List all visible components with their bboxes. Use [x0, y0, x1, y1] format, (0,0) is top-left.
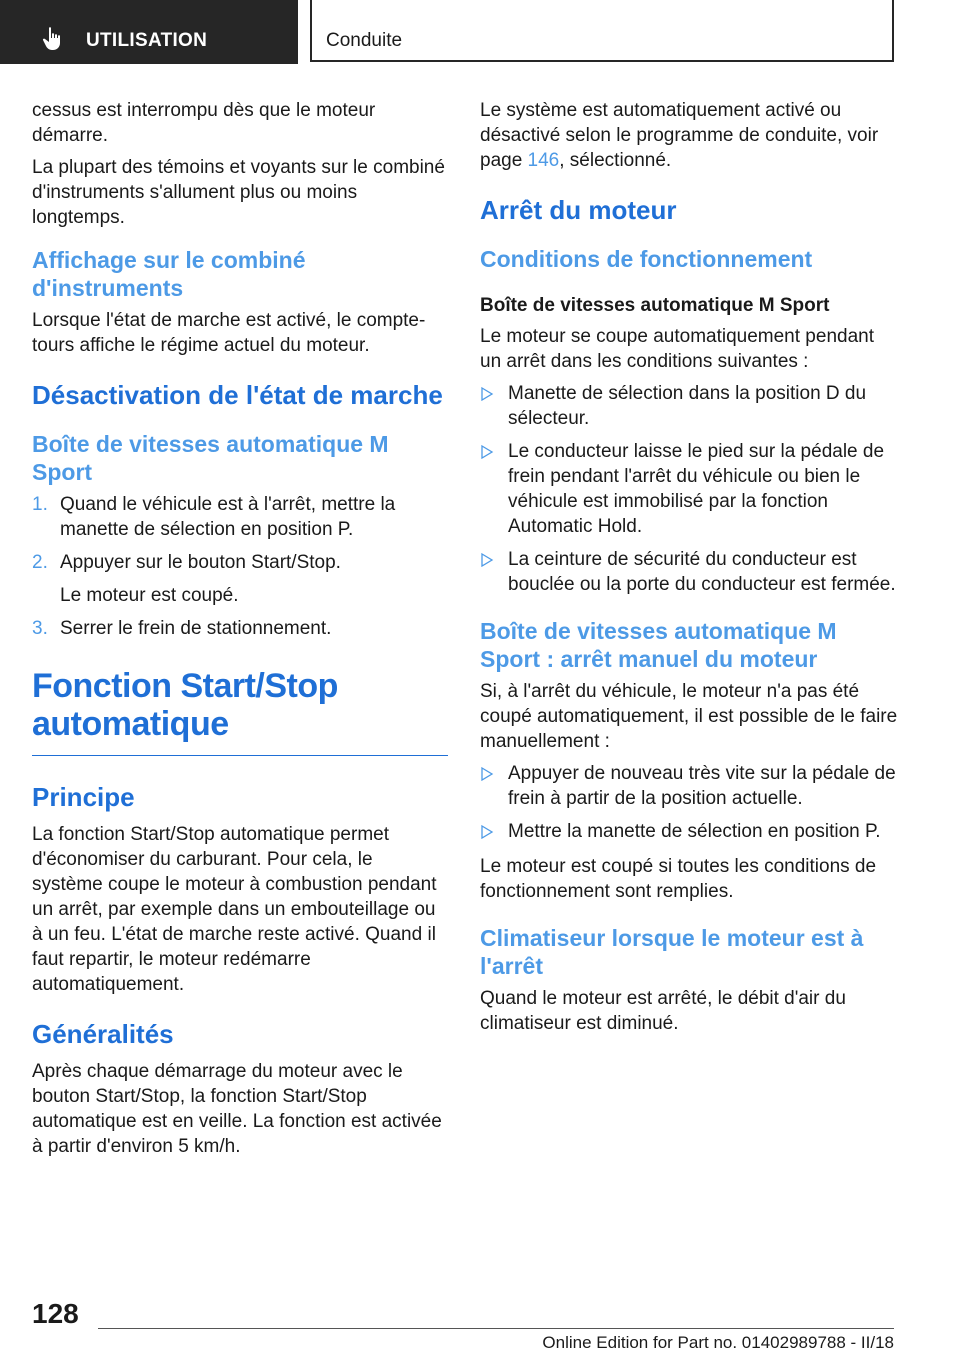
list-item-text: La ceinture de sécurité du conducteur est bouclée ou la porte du conducteur est fermée.: [508, 549, 896, 595]
condition-list: [480, 381, 898, 597]
paragraph: Lorsque l'état de marche est activé, le compte-tours affiche le régime actuel du moteur.: [32, 310, 426, 356]
step-number: 1.: [32, 494, 48, 515]
heading-desactivation: Désactivation de l'état de marche: [32, 380, 443, 410]
paragraph: La fonction Start/Stop automatique permet d'économiser du carburant. Pour cela, le système coupe le moteur à combustion pendant un arrêt, par exemple dans un embouteillage ou à un feu. L'état de marche reste activé. Quand il faut repartir, le moteur redémarre automatiquement.: [32, 824, 437, 995]
section-tab[interactable]: [0, 0, 298, 64]
list-item: [480, 761, 898, 811]
paragraph: Si, à l'arrêt du véhicule, le moteur n'a pas été coupé automatiquement, il est possible de le faire manuellement :: [480, 681, 898, 752]
triangle-right-outline-icon: [480, 387, 494, 401]
heading-conditions: Conditions de fonctionnement: [480, 246, 813, 272]
list-item: [480, 819, 898, 844]
paragraph: Après chaque démarrage du moteur avec le bouton Start/Stop, la fonction Start/Stop automatique est en veille. La fonction est activée à partir d'environ 5 km/h.: [32, 1061, 442, 1157]
heading-generalites: Généralités: [32, 1019, 174, 1049]
step-text: Appuyer sur le bouton Start/Stop.: [60, 552, 341, 573]
heading-arret-manuel: Boîte de vitesses automatique M Sport : arrêt manuel du moteur: [480, 618, 837, 672]
paragraph: La plupart des témoins et voyants sur le combiné d'instruments s'allument plus ou moins longtemps.: [32, 157, 445, 228]
triangle-right-outline-icon: [480, 553, 494, 567]
paragraph: Le moteur est coupé si toutes les conditions de fonctionnement sont remplies.: [480, 856, 877, 902]
list-item: [480, 547, 898, 597]
step-item: [32, 492, 448, 542]
triangle-right-outline-icon: [480, 445, 494, 459]
triangle-right-outline-icon: [480, 825, 494, 839]
list-item-text: Le conducteur laisse le pied sur la pédale de frein pendant l'arrêt du véhicule ou bien le véhicule est immobilisé par la fonction Automatic Hold.: [508, 441, 885, 537]
heading-arret-moteur: Arrêt du moteur: [480, 195, 677, 225]
paragraph: [480, 98, 898, 173]
heading-principe: Principe: [32, 782, 135, 812]
footer-divider: [98, 1328, 894, 1329]
chapter-tab-label: Conduite: [326, 30, 403, 51]
chapter-tab[interactable]: [310, 0, 894, 62]
step-list: [32, 492, 448, 641]
step-text: Serrer le frein de stationnement.: [60, 618, 332, 639]
step-item: [32, 550, 448, 608]
edition-note: Online Edition for Part no. 01402989788 - II/18: [542, 1333, 894, 1352]
left-column: [32, 98, 448, 1166]
heading-boite-vitesses: Boîte de vitesses automatique M Sport: [32, 431, 389, 485]
page-number: 128: [32, 1298, 79, 1329]
paragraph-text: , sélectionné.: [559, 150, 672, 171]
step-number: 3.: [32, 618, 48, 639]
paragraph: Le moteur se coupe automatiquement pendant un arrêt dans les conditions suivantes :: [480, 326, 874, 372]
list-item-text: Mettre la manette de sélection en position P.: [508, 821, 881, 842]
section-tab-label: UTILISATION: [86, 30, 208, 51]
paragraph: Quand le moteur est arrêté, le débit d'air du climatiseur est diminué.: [480, 988, 846, 1034]
list-item-text: Manette de sélection dans la position D du sélecteur.: [508, 383, 867, 429]
heading-climatiseur: Climatiseur lorsque le moteur est à l'arrêt: [480, 925, 864, 979]
heading-boite-vitesses: Boîte de vitesses automatique M Sport: [480, 295, 830, 316]
paragraph-text: Le système est automatiquement activé ou désactivé selon le programme de conduite, voir page: [480, 100, 879, 171]
list-item-text: Appuyer de nouveau très vite sur la pédale de frein à partir de la position actuelle.: [508, 763, 896, 809]
paragraph: cessus est interrompu dès que le moteur démarre.: [32, 100, 376, 146]
step-number: 2.: [32, 552, 48, 573]
right-column: [480, 98, 898, 1043]
list-item: [480, 439, 898, 539]
list-item: [480, 381, 898, 431]
manual-stop-list: [480, 761, 898, 844]
page-header: [0, 0, 960, 68]
step-text: Quand le véhicule est à l'arrêt, mettre la manette de sélection en position P.: [60, 494, 396, 540]
step-item: [32, 616, 448, 641]
page-link[interactable]: 146: [527, 150, 560, 171]
heading-fonction-start-stop: Fonction Start/Stop automatique: [32, 667, 448, 756]
heading-affichage: Affichage sur le combiné d'instruments: [32, 247, 306, 301]
step-subtext: Le moteur est coupé.: [60, 585, 239, 606]
hand-pointer-icon: [40, 26, 66, 52]
triangle-right-outline-icon: [480, 767, 494, 781]
